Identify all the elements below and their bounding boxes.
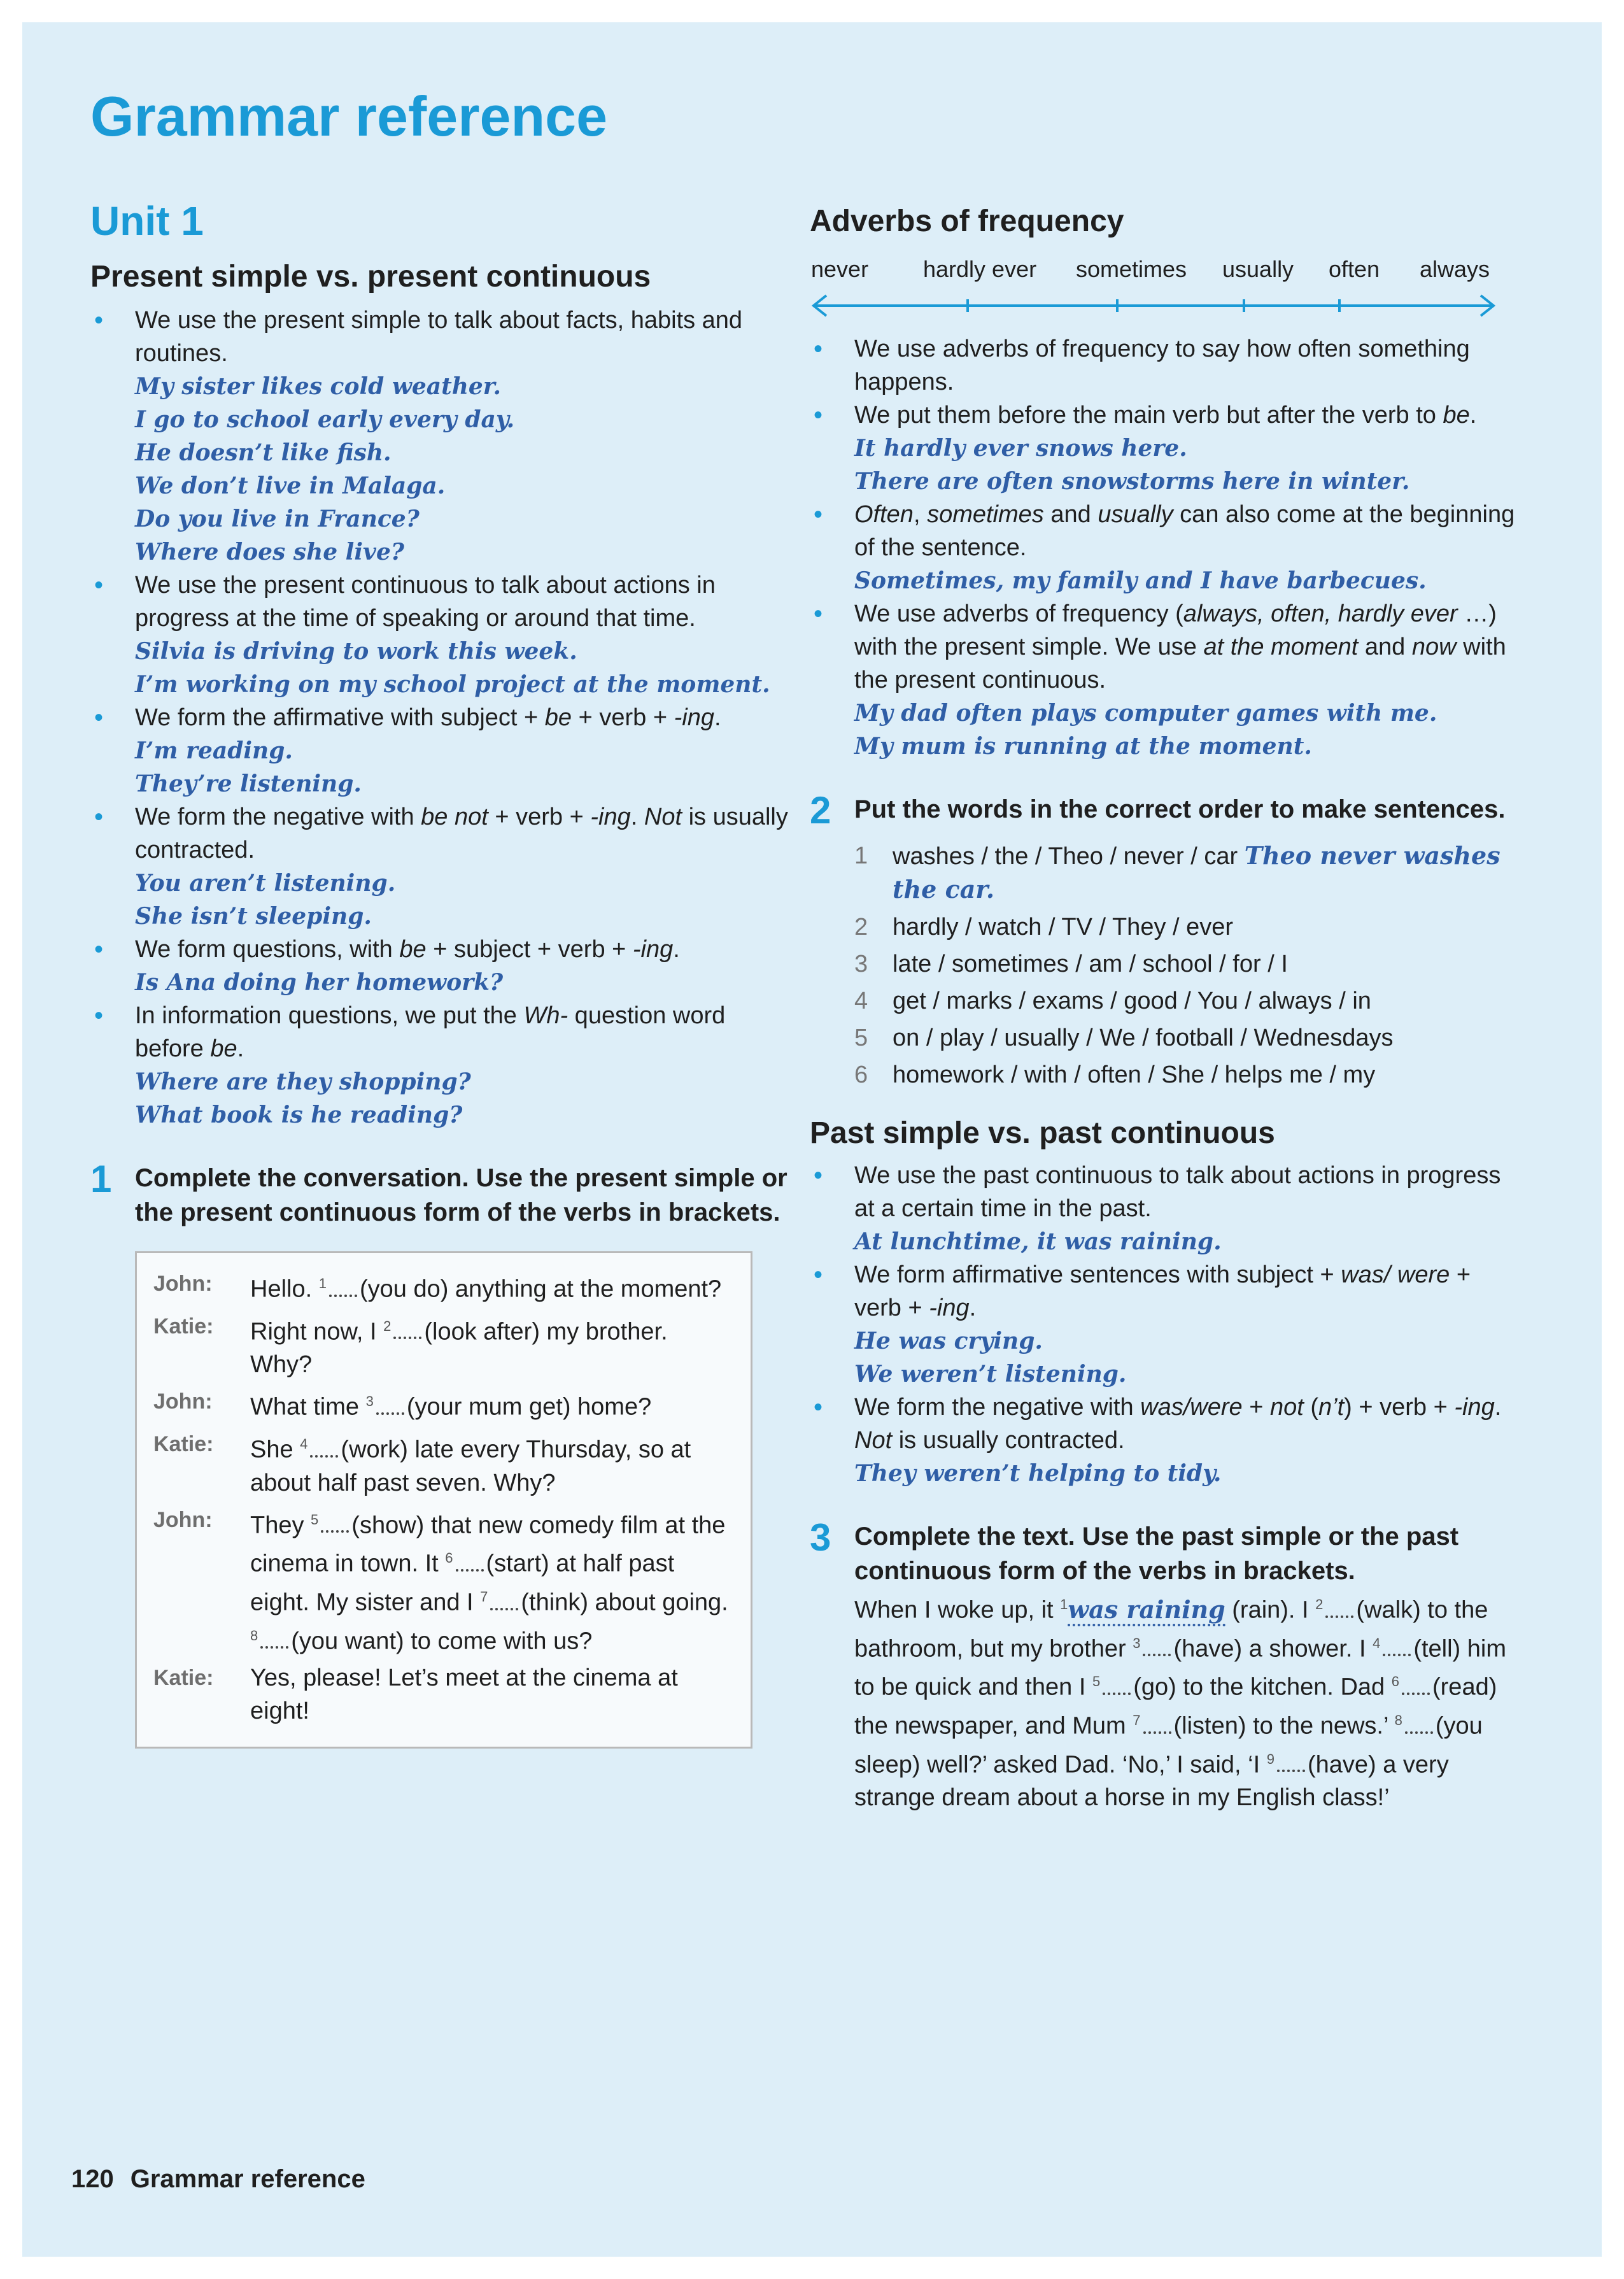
adverbs-heading: Adverbs of frequency	[810, 204, 1124, 238]
example: My sister likes cold weather.	[135, 373, 501, 400]
answer-gap[interactable]	[376, 1400, 404, 1415]
list-item: 2 hardly / watch / TV / They / ever	[854, 914, 1234, 941]
example: Silvia is driving to work this week.	[135, 638, 577, 665]
dialog-line: Katie: Yes, please! Let’s meet at the cinema at eight!	[153, 1661, 731, 1728]
speaker: Katie:	[153, 1314, 214, 1338]
answer-gap[interactable]	[1143, 1641, 1171, 1656]
rule-item	[810, 1159, 1516, 1258]
answer-gap[interactable]	[490, 1595, 518, 1610]
scale-label: sometimes	[1076, 256, 1187, 282]
rule-text: We form affirmative sentences with subject + was/ were + verb + -ing.	[854, 1261, 1471, 1321]
example: He doesn’t like fish.	[135, 439, 392, 466]
rule-item	[90, 701, 791, 800]
rule-text: We use adverbs of frequency (always, often, hardly ever …) with the present simple. We use at the moment and now with the present continuous.	[854, 600, 1506, 693]
scale-label: always	[1420, 256, 1490, 282]
scale-label: hardly ever	[923, 256, 1037, 282]
scale-arrow-icon	[810, 292, 1497, 320]
example: At lunchtime, it was raining.	[854, 1228, 1222, 1255]
example: You aren’t listening.	[135, 870, 396, 897]
dialog-line: John: What time $^3$ (your mum get) home?	[153, 1385, 731, 1424]
exercise-3	[810, 1516, 1516, 1814]
rule-item	[810, 1258, 1516, 1391]
list-item: 6 homework / with / often / She / helps me / my	[854, 1061, 1376, 1088]
example: She isn’t sleeping.	[135, 903, 372, 930]
example: Sometimes, my family and I have barbecues.	[854, 567, 1427, 594]
past-heading: Past simple vs. past continuous	[810, 1116, 1275, 1150]
example: It hardly ever snows here.	[854, 435, 1187, 462]
example: There are often snowstorms here in winter.	[854, 468, 1410, 495]
answer-gap[interactable]	[1325, 1603, 1353, 1618]
answer: Theo never washes the car.	[893, 841, 1500, 904]
present-rules	[90, 304, 791, 1132]
example: My dad often plays computer games with me.	[854, 700, 1437, 727]
rule-text: We form the affirmative with subject + be + verb + -ing.	[135, 704, 721, 731]
example: I’m working on my school project at the moment.	[135, 671, 770, 698]
answer-gap[interactable]	[393, 1324, 421, 1339]
conversation-box	[135, 1251, 752, 1749]
rule-item	[810, 597, 1516, 763]
list-item: 3 late / sometimes / am / school / for / I	[854, 951, 1288, 977]
list-item: 5 on / play / usually / We / football / Wednesdays	[854, 1025, 1394, 1051]
rule-text: We use the present continuous to talk about actions in progress at the time of speaking or around that time.	[135, 572, 716, 632]
example: Do you live in France?	[135, 506, 420, 532]
rule-text: Often, sometimes and usually can also come at the beginning of the sentence.	[854, 501, 1515, 561]
rule-text: We use the past continuous to talk about actions in progress at a certain time in the past.	[854, 1162, 1501, 1222]
dialog-line: Katie: Right now, I $^2$ (look after) my brother. Why?	[153, 1310, 731, 1382]
exercise-2	[810, 789, 1516, 832]
answer-gap[interactable]	[329, 1282, 357, 1297]
answer: was raining	[1068, 1595, 1225, 1626]
exercise-number: 1	[90, 1158, 112, 1200]
speaker: John:	[153, 1272, 213, 1296]
rule-text: We form questions, with be + subject + verb + -ing.	[135, 936, 680, 963]
answer-gap[interactable]	[1277, 1757, 1305, 1772]
speaker: John:	[153, 1507, 213, 1532]
answer-gap[interactable]	[1405, 1719, 1433, 1734]
example: We weren’t listening.	[854, 1361, 1127, 1388]
example: Where are they shopping?	[135, 1069, 471, 1095]
rule-item	[90, 569, 791, 701]
example: I’m reading.	[135, 737, 293, 764]
rule-text: We use the present simple to talk about facts, habits and routines.	[135, 307, 743, 367]
frequency-scale	[810, 256, 1516, 332]
list-item: 4 get / marks / exams / good / You / always / in	[854, 988, 1371, 1014]
answer-gap[interactable]	[310, 1442, 338, 1458]
present-section	[90, 258, 791, 1749]
rule-text: We form the negative with was/were + not (n’t) + verb + -ing. Not is usually contracted.	[854, 1394, 1502, 1454]
exercise-instruction: Complete the conversation. Use the present simple or the present continuous form of the verbs in brackets.	[135, 1164, 787, 1226]
rule-item	[90, 304, 791, 569]
example: They’re listening.	[135, 770, 362, 797]
rule-text: We use adverbs of frequency to say how often something happens.	[854, 336, 1470, 395]
scale-label: often	[1329, 256, 1380, 282]
rule-item	[90, 933, 791, 999]
dialog-line: Katie: She $^4$ (work) late every Thursday, so at about half past seven. Why?	[153, 1428, 731, 1500]
adverbs-section	[810, 202, 1516, 1814]
dialog-line: John: Hello. $^1$ (you do) anything at the moment?	[153, 1267, 731, 1306]
answer-gap[interactable]	[1143, 1719, 1171, 1734]
rule-item	[810, 332, 1516, 399]
example: Is Ana doing her homework?	[135, 969, 504, 996]
answer-gap[interactable]	[260, 1633, 288, 1649]
page-number: 120	[71, 2165, 114, 2193]
rule-item	[90, 800, 791, 933]
example: We don’t live in Malaga.	[135, 472, 446, 499]
present-heading: Present simple vs. present continuous	[90, 260, 651, 294]
example: What book is he reading?	[135, 1102, 463, 1128]
exercise-number: 3	[810, 1516, 831, 1559]
speaker: Katie:	[153, 1431, 214, 1456]
answer-gap[interactable]	[1103, 1680, 1131, 1695]
rule-text: In information questions, we put the Wh- question word before be.	[135, 1002, 726, 1062]
scale-label: usually	[1222, 256, 1294, 282]
list-item: 1 washes / the / Theo / never / car Theo never washes the car.	[854, 841, 1500, 904]
example: My mum is running at the moment.	[854, 733, 1312, 760]
page-title: Grammar reference	[90, 85, 608, 148]
rule-item	[810, 498, 1516, 597]
exercise-instruction: Complete the text. Use the past simple or the past continuous form of the verbs in brackets.	[854, 1523, 1459, 1585]
speaker: John:	[153, 1389, 213, 1414]
exercise-2-items	[810, 839, 1516, 1091]
answer-gap[interactable]	[321, 1517, 349, 1533]
example: Where does she live?	[135, 539, 404, 565]
example: They weren’t helping to tidy.	[854, 1460, 1222, 1487]
example: I go to school early every day.	[135, 406, 515, 433]
scale-label: never	[811, 256, 869, 282]
adverbs-rules	[810, 332, 1516, 763]
exercise-instruction: Put the words in the correct order to make sentences.	[854, 795, 1506, 823]
rule-item	[90, 999, 791, 1132]
exercise-3-text: When I woke up, it $^1$was raining (rain). I $^2$ (walk) to the bathroom, but my brother $^3$ (have) a shower. I $^4$ (tell) him to be quick and then I $^5$ (go) to the kitchen. Dad $^6$ (read) the newspaper, and Mum $^7$ (listen) to the news.’ $^8$ (you sleep) well?’ asked Dad. ‘No,’ I said, ‘I $^9$ (have) a very strange dream about a horse in my English class!’	[854, 1594, 1506, 1812]
rule-text: We put them before the main verb but after the verb to be.	[854, 402, 1477, 429]
exercise-1	[90, 1158, 791, 1230]
answer-gap[interactable]	[1402, 1680, 1430, 1695]
example: He was crying.	[854, 1328, 1043, 1354]
rule-item	[810, 1391, 1516, 1490]
unit-title: Unit 1	[90, 198, 204, 244]
speaker: Katie:	[153, 1666, 214, 1691]
exercise-number: 2	[810, 789, 831, 832]
rule-text: We form the negative with be not + verb + -ing. Not is usually contracted.	[135, 804, 788, 863]
dialog-line: John: They $^5$ (show) that new comedy film at the cinema in town. It $^6$ (start) at half past eight. My sister and I $^7$ (think) about going. $^8$ (you want) to come with us?	[153, 1503, 731, 1658]
footer-label: Grammar reference	[130, 2165, 365, 2193]
page-footer	[71, 2165, 365, 2194]
rule-item	[810, 399, 1516, 498]
answer-gap[interactable]	[456, 1556, 484, 1572]
answer-gap[interactable]	[1383, 1641, 1411, 1656]
past-rules	[810, 1159, 1516, 1490]
